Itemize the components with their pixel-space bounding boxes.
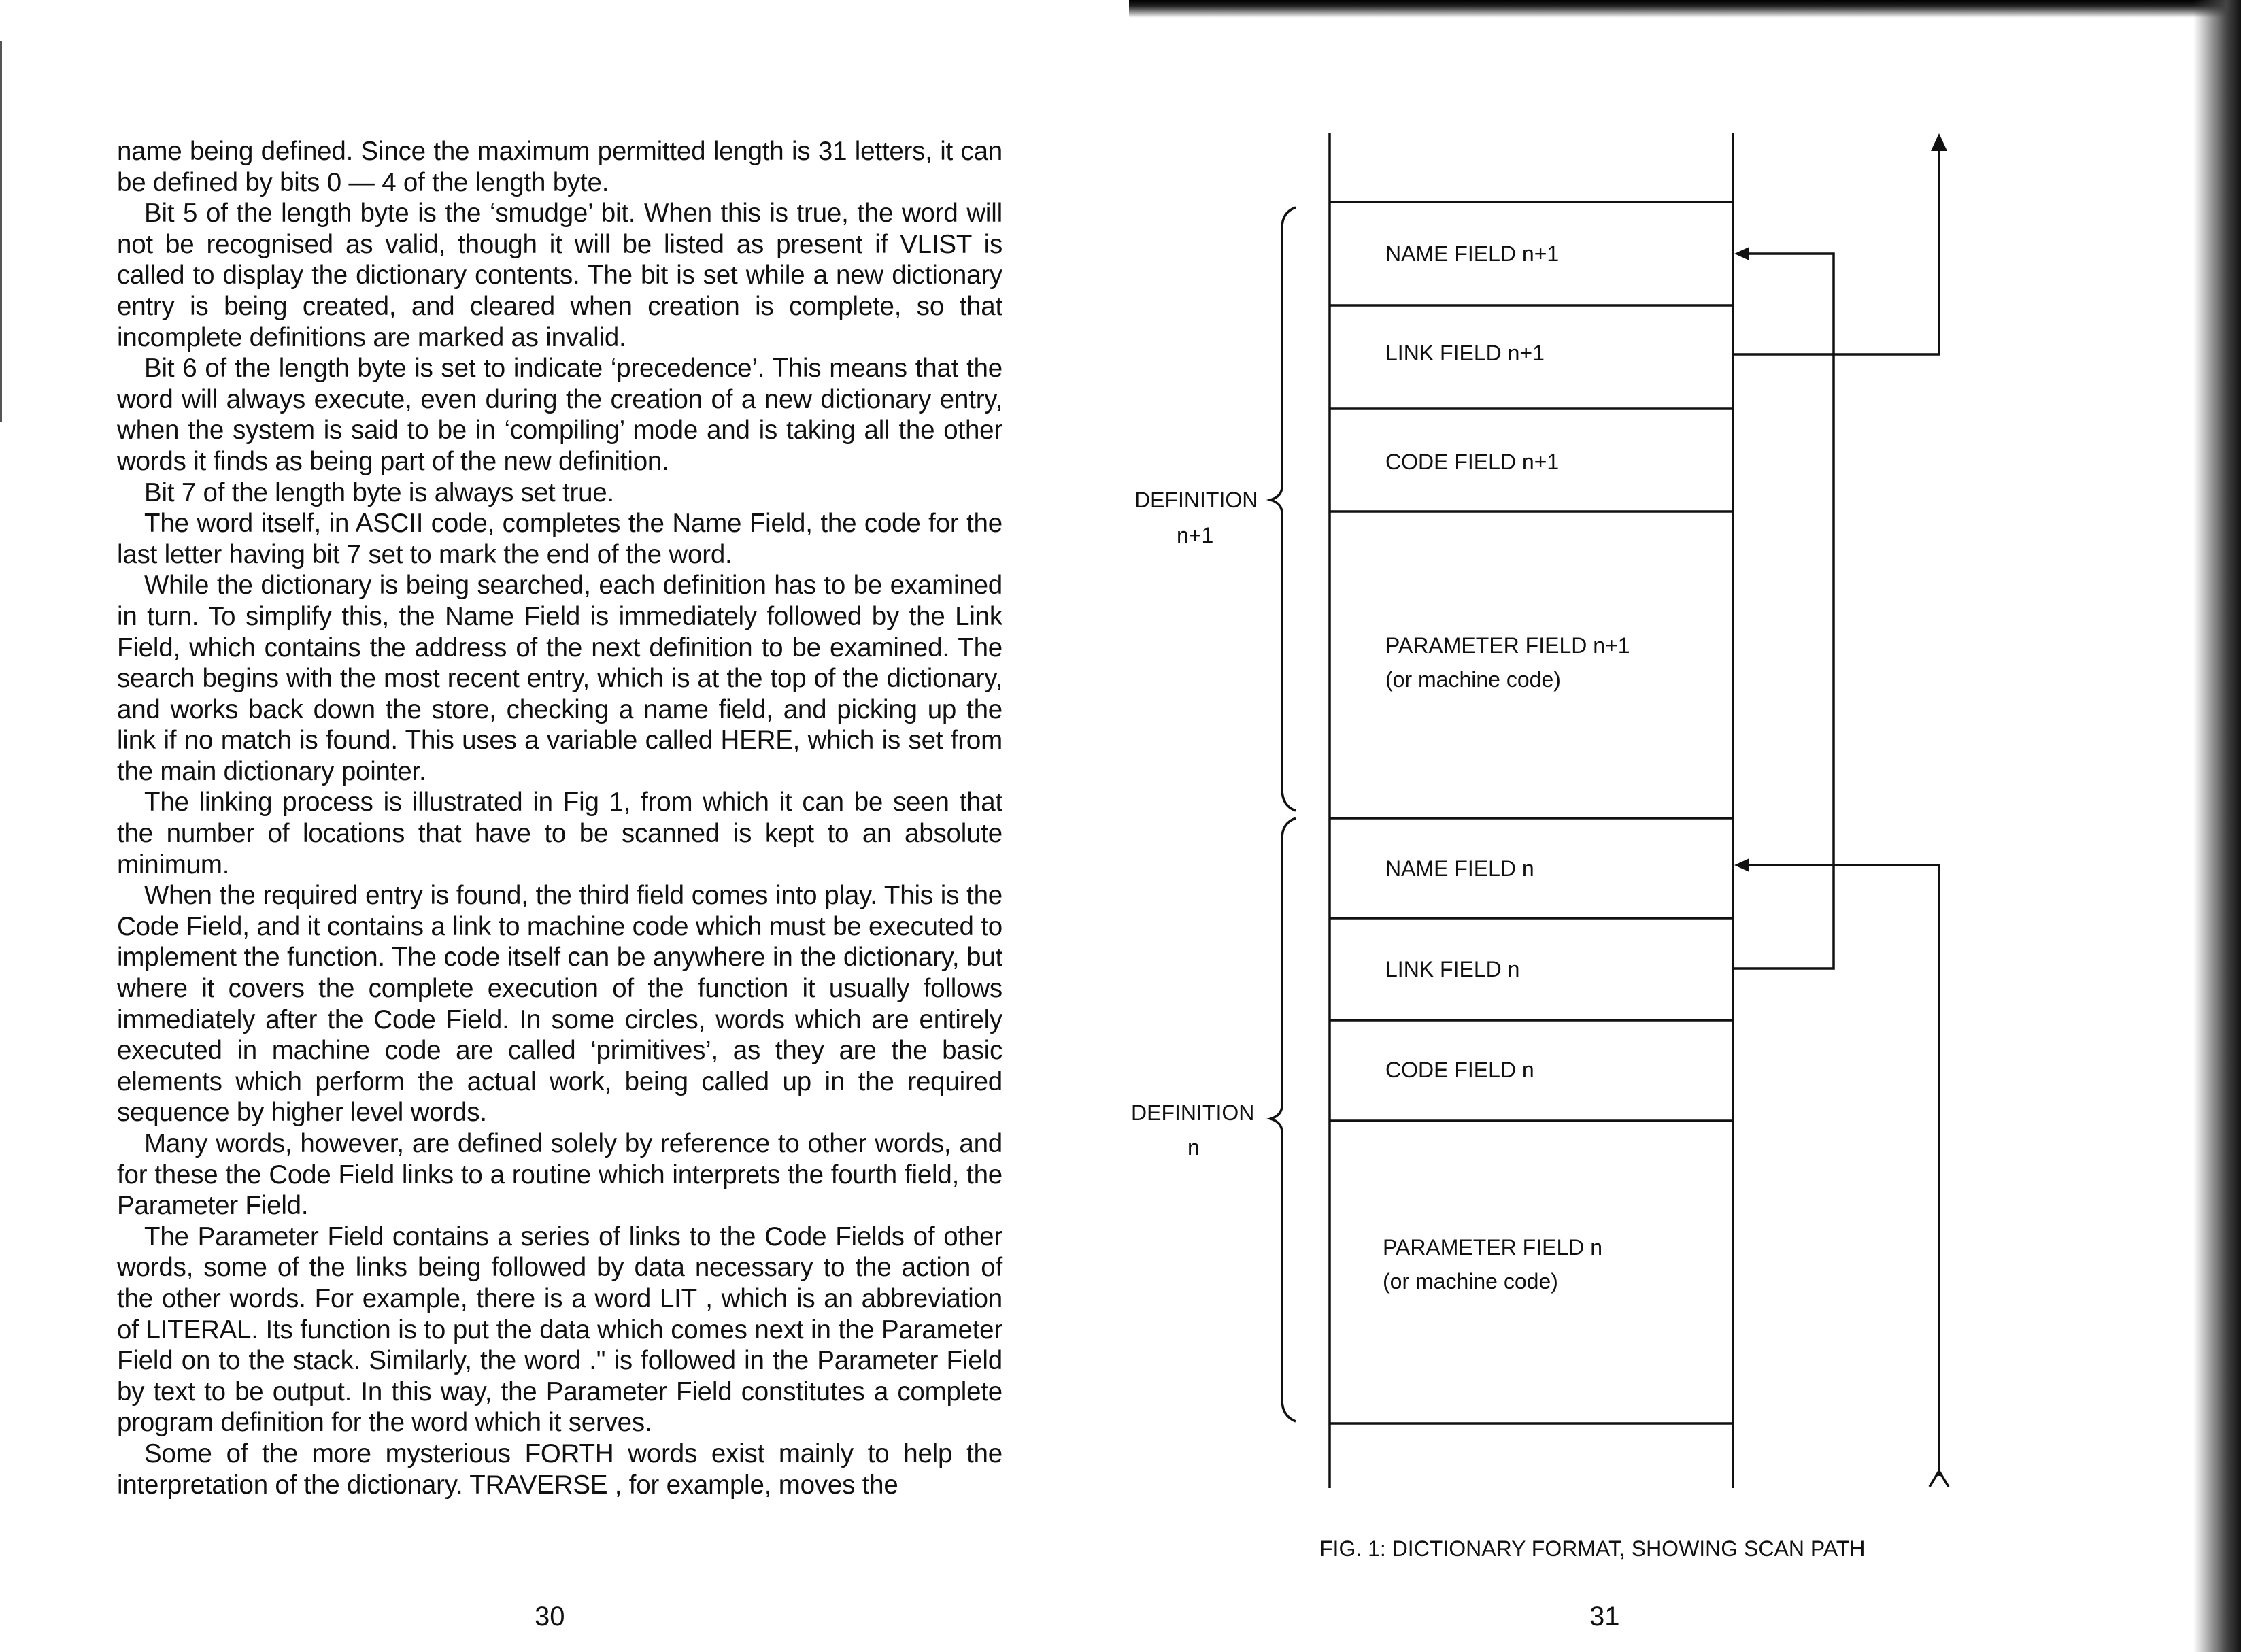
paragraph: The Parameter Field contains a series of links to the Code Fields of other words, some of the links being followed by data necessary to the action of the other words. For example, there is a word LIT , which is an abbreviation of LITERAL. Its function is to put the data which comes next in the Parameter Field on to the stack. Similarly, the word ." is followed in the Parameter Field by text to be output. In this way, the Parameter Field constitutes a complete program definition for the word which it serves. <box>117 1221 1002 1438</box>
paragraph: When the required entry is found, the third field comes into play. This is the Code Field, and it contains a link to machine code which must be executed to implement the function. The code itself can be anywhere in the dictionary, but where it covers the complete execution of the function it usually follows immediately after the Code Field. In some circles, words which are entirely executed in machine code are called ‘primitives’, as they are the basic elements which perform the actual work, being called up in the required sequence by higher level words. <box>117 881 1002 1128</box>
paragraph: Many words, however, are defined solely by reference to other words, and for these the Code Field links to a routine which interprets the fourth field, the Parameter Field. <box>117 1129 1002 1221</box>
name-field-n1-label: NAME FIELD n+1 <box>1385 241 1560 266</box>
definition-n1-sub: n+1 <box>1177 523 1214 547</box>
arrowhead <box>1734 247 1749 260</box>
paragraph: Bit 6 of the length byte is set to indicate ‘precedence’. This means that the word will always execute, even during the creation of a new dictionary entry, when the system is said to be in ‘compiling’ mode and is taking all the other words it finds as being part of the new definition. <box>117 354 1002 476</box>
link-path-bottom-to-n <box>1738 865 1939 1476</box>
definition-n-label: DEFINITION <box>1131 1100 1255 1125</box>
paragraph: The linking process is illustrated in Fig 1, from which it can be seen that the number of locations that have to be scanned is kept to an absolute minimum. <box>117 788 1002 879</box>
link-path-n1-to-top <box>1733 146 1939 354</box>
paragraph: Some of the more mysterious FORTH words exist mainly to help the interpretation of the dictionary. TRAVERSE , for example, moves the <box>117 1438 1002 1500</box>
parameter-field-n1-label: PARAMETER FIELD n+1 <box>1385 633 1630 658</box>
definition-n-sub: n <box>1187 1135 1200 1160</box>
code-field-n1-label: CODE FIELD n+1 <box>1385 450 1560 474</box>
arrowhead <box>1734 858 1749 872</box>
brace-definition-n1 <box>1270 207 1296 811</box>
paragraph: While the dictionary is being searched, each definition has to be examined in turn. To simplify this, the Name Field is immediately followed by the Link Field, which contains the address of the next definition to be examined. The search begins with the most recent entry, which is at the top of the dictionary, and works back down the store, checking a name field, and picking up the link if no match is found. This uses a variable called HERE, which is set from the main dictionary pointer. <box>117 571 1002 786</box>
link-field-n1-label: LINK FIELD n+1 <box>1385 341 1545 365</box>
definition-n1-label: DEFINITION <box>1134 488 1258 512</box>
parameter-field-n-note: (or machine code) <box>1383 1269 1558 1294</box>
figure-caption: FIG. 1: DICTIONARY FORMAT, SHOWING SCAN PATH <box>1319 1536 1866 1561</box>
arrowhead-up <box>1931 133 1947 151</box>
page-number-left: 30 <box>535 1602 565 1632</box>
paragraph: name being defined. Since the maximum permitted length is 31 letters, it can be defined by bits 0 — 4 of the length byte. <box>117 137 1002 197</box>
code-field-n-label: CODE FIELD n <box>1385 1058 1534 1082</box>
paragraph: Bit 7 of the length byte is always set true. <box>144 477 614 507</box>
page-number-right: 31 <box>1589 1602 1620 1632</box>
link-field-n-label: LINK FIELD n <box>1385 957 1520 981</box>
parameter-field-n1-note: (or machine code) <box>1385 667 1561 692</box>
paragraph: Bit 5 of the length byte is the ‘smudge’ bit. When this is true, the word will not be recognised as valid, though it will be listed as present if VLIST is called to display the dictionary contents. The bit is set while a new dictionary entry is being created, and cleared when creation is complete, so that incomplete definitions are marked as invalid. <box>117 199 1002 352</box>
diagram-structure <box>1270 133 1939 1488</box>
parameter-field-n-label: PARAMETER FIELD n <box>1383 1235 1603 1260</box>
paragraph: The word itself, in ASCII code, completes the Name Field, the code for the last letter having bit 7 set to mark the end of the word. <box>117 509 1002 569</box>
name-field-n-label: NAME FIELD n <box>1385 856 1534 881</box>
brace-definition-n <box>1270 818 1296 1421</box>
arrowheads <box>1734 133 1947 872</box>
